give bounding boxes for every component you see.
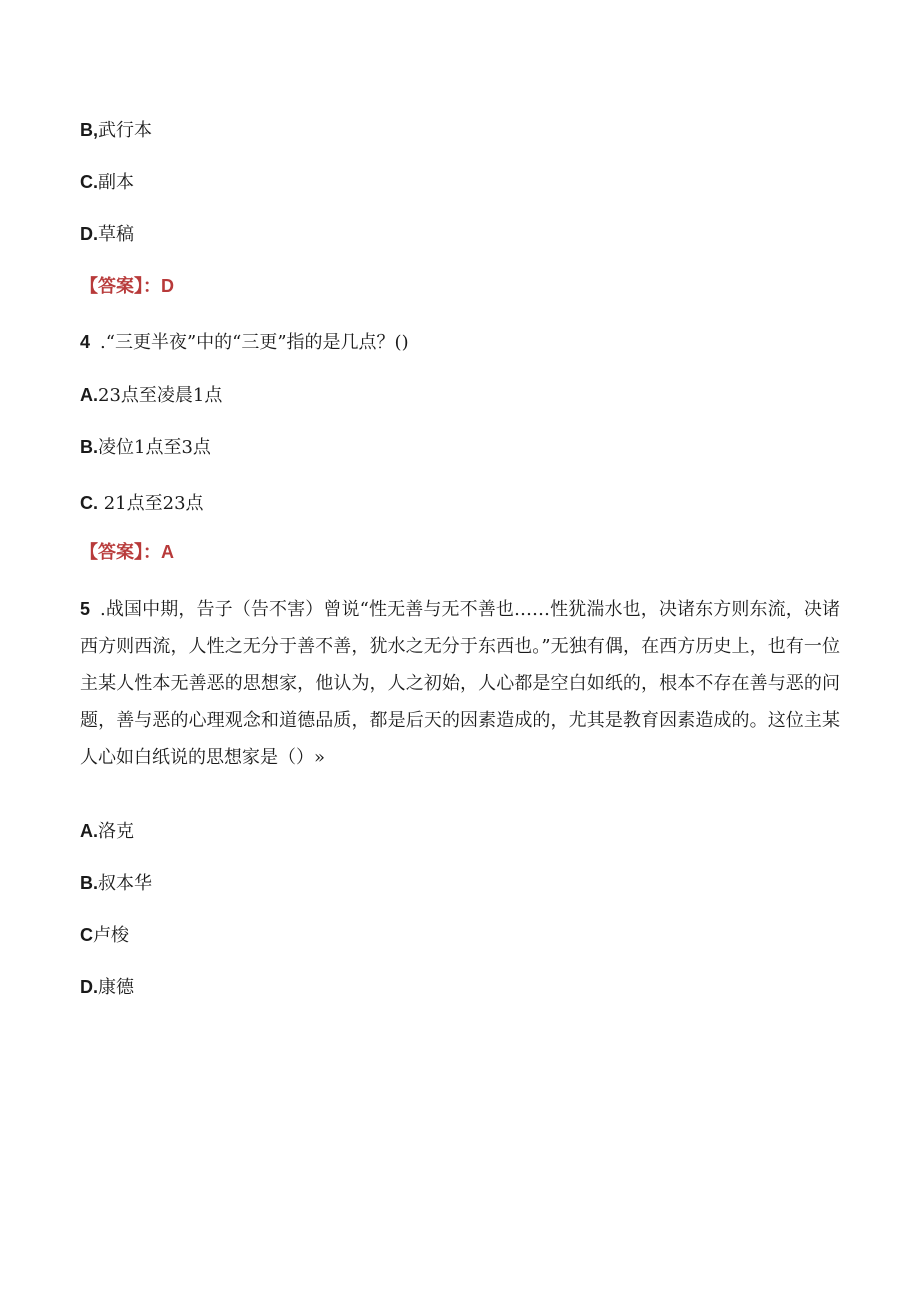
question-number: 4 bbox=[80, 332, 91, 352]
option-letter: B. bbox=[80, 437, 98, 457]
q3-option-d bbox=[80, 222, 134, 247]
q3-option-b bbox=[80, 118, 152, 143]
option-text: 武行本 bbox=[98, 120, 152, 141]
option-text: 卢梭 bbox=[93, 925, 129, 946]
q3-option-c bbox=[80, 170, 134, 195]
question-text: .战国中期，告子（告不害）曾说“性无善与无不善也……性犹湍水也，决诸东方则东流，决诸西方则西流，人性之无分于善不善，犹水之无分于东西也。”无独有偶，在西方历史上，也有一位主某人性本无善恶的思想家，他认为，人之初始，人心都是空白如纸的，根本不存在善与恶的问题，善与恶的心理观念和道德品质，都是后天的因素造成的，尤其是教育因素造成的。这位主某人心如白纸说的思想家是（）» bbox=[80, 599, 840, 768]
option-letter: C. bbox=[80, 172, 98, 192]
option-letter: C. bbox=[80, 493, 98, 513]
option-letter: D. bbox=[80, 977, 98, 997]
q5-stem bbox=[80, 591, 840, 776]
q4-option-b bbox=[80, 435, 211, 460]
q4-option-c bbox=[80, 491, 204, 516]
option-text: 凌位1点至3点 bbox=[98, 437, 211, 458]
option-letter: B, bbox=[80, 120, 98, 140]
question-text: .“三更半夜”中的“三更”指的是几点？() bbox=[100, 332, 409, 353]
option-text: 洛克 bbox=[98, 821, 134, 842]
option-letter: C bbox=[80, 925, 93, 945]
q5-option-b bbox=[80, 871, 152, 896]
q3-answer: 【答案】：D bbox=[80, 276, 174, 296]
option-letter: A. bbox=[80, 385, 98, 405]
q5-option-c bbox=[80, 923, 129, 948]
option-text: 23点至凌晨1点 bbox=[98, 385, 223, 406]
q5-option-a bbox=[80, 819, 134, 844]
option-letter: B. bbox=[80, 873, 98, 893]
option-text: 副本 bbox=[98, 172, 134, 193]
q5-option-d bbox=[80, 975, 134, 1000]
q4-answer: 【答案】：A bbox=[80, 542, 174, 562]
q4-option-a bbox=[80, 383, 222, 408]
option-text: 草稿 bbox=[98, 224, 134, 245]
option-letter: D. bbox=[80, 224, 98, 244]
option-text: 叔本华 bbox=[98, 873, 152, 894]
option-text: 康德 bbox=[98, 977, 134, 998]
option-letter: A. bbox=[80, 821, 98, 841]
question-number: 5 bbox=[80, 599, 91, 619]
q4-stem bbox=[80, 330, 409, 355]
option-text: 21点至23点 bbox=[98, 493, 204, 514]
